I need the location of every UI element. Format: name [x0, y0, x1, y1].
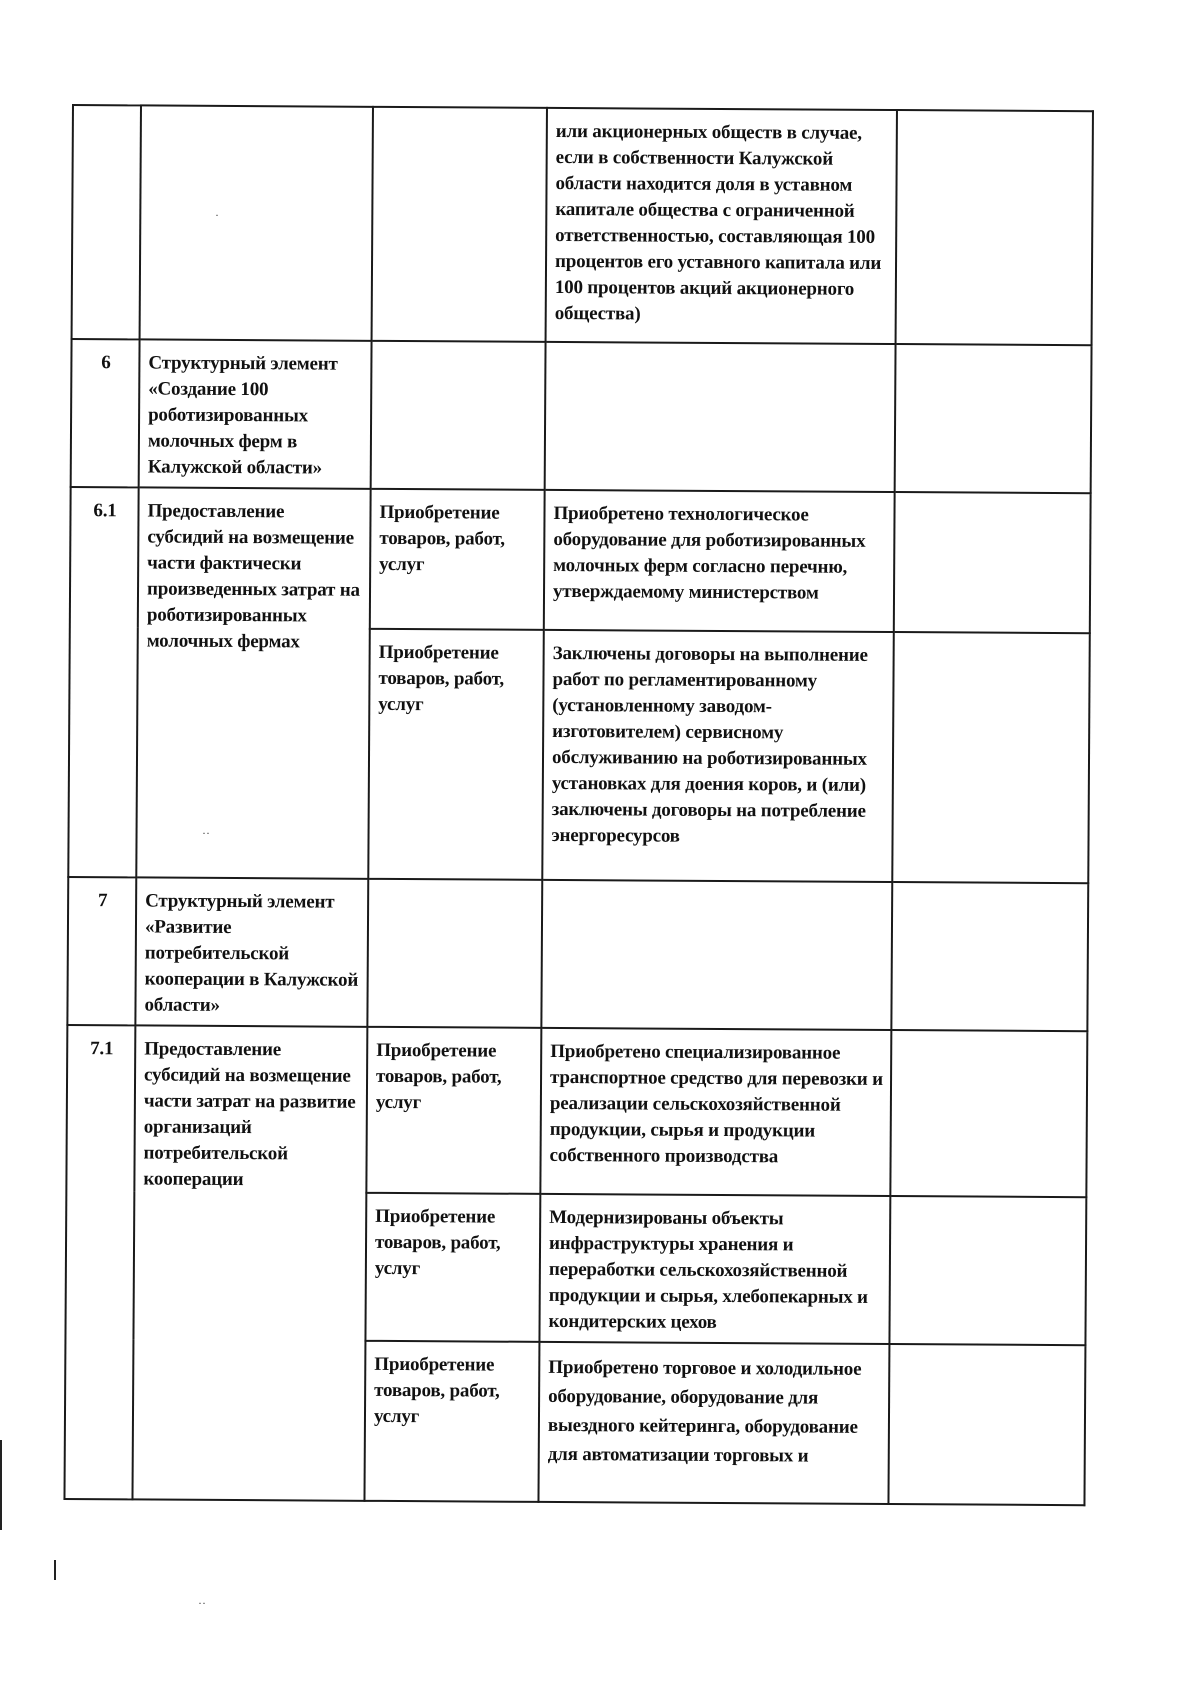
scan-speck: · — [215, 208, 219, 222]
row-extra — [892, 632, 1090, 883]
table-row — [71, 339, 1092, 493]
row-result: Приобретено торговое и холодильное оборудование, оборудование для выездного кейтеринга, оборудование для автоматизации торговых и — [538, 1342, 889, 1504]
program-table — [63, 104, 1094, 1506]
table-row — [70, 487, 1091, 633]
table-row — [66, 1025, 1087, 1197]
row-name — [140, 105, 373, 340]
row-type — [367, 879, 542, 1028]
row-number: 7.1 — [64, 1025, 135, 1499]
row-extra — [896, 110, 1093, 345]
row-type: Приобретение товаров, работ, услуг — [370, 489, 545, 630]
row-name: Предоставление субсидий на возмещение части затрат на развитие организаций потребительской кооперации — [132, 1025, 367, 1500]
row-extra — [888, 1344, 1085, 1505]
row-type — [372, 107, 547, 342]
row-number: 6 — [71, 339, 140, 487]
row-extra — [889, 1196, 1086, 1345]
row-result: Заключены договоры на выполнение работ по регламентированному (установленному заводом-изготовителем) сервисному обслуживанию на роботизированных установках для доения коров, и (или) заключены договоры на потребление энергоресурсов — [542, 630, 894, 882]
row-extra — [890, 1030, 1087, 1197]
row-extra — [895, 344, 1092, 493]
row-result: Приобретено технологическое оборудование для роботизированных молочных ферм согласно перечню, утверждаемому министерством — [544, 490, 895, 632]
row-result — [541, 880, 892, 1030]
row-number: 6.1 — [68, 487, 138, 877]
scan-margin-line — [0, 1440, 2, 1530]
row-name: Предоставление субсидий на возмещение части фактически произведенных затрат на роботизированных молочных фермах — [136, 487, 370, 878]
scan-speck: ·· — [202, 826, 210, 840]
scan-margin-line — [54, 1560, 56, 1580]
row-result: Приобретено специализированное транспортное средство для перевозки и реализации сельскохозяйственной продукции, сырья и продукции собственного производства — [540, 1028, 891, 1196]
row-result: или акционерных обществ в случае, если в собственности Калужской области находится доля в уставном капитале общества с ограниченной ответственностью, составляющая 100 процентов его уставного капитала или 100 процентов акций акционерного общества) — [546, 108, 897, 344]
table-row — [72, 105, 1093, 345]
row-type: Приобретение товаров, работ, услуг — [368, 629, 544, 880]
row-result — [545, 342, 896, 492]
row-number — [72, 105, 141, 339]
row-number: 7 — [67, 877, 136, 1025]
row-type: Приобретение товаров, работ, услуг — [365, 1193, 540, 1342]
row-type: Приобретение товаров, работ, услуг — [366, 1027, 541, 1194]
scan-speck: ·· — [198, 1596, 206, 1610]
row-name: Структурный элемент «Создание 100 роботизированных молочных ферм в Калужской области» — [139, 339, 372, 488]
row-extra — [894, 492, 1091, 633]
row-name: Структурный элемент «Развитие потребительской кооперации в Калужской области» — [135, 877, 368, 1026]
row-type: Приобретение товаров, работ, услуг — [364, 1341, 539, 1502]
row-result: Модернизированы объекты инфраструктуры хранения и переработки сельскохозяйственной продукции и сырья, хлебопекарных и кондитерских цехов — [539, 1194, 890, 1344]
row-type — [371, 341, 546, 490]
table-row — [67, 877, 1088, 1031]
row-extra — [891, 882, 1088, 1031]
